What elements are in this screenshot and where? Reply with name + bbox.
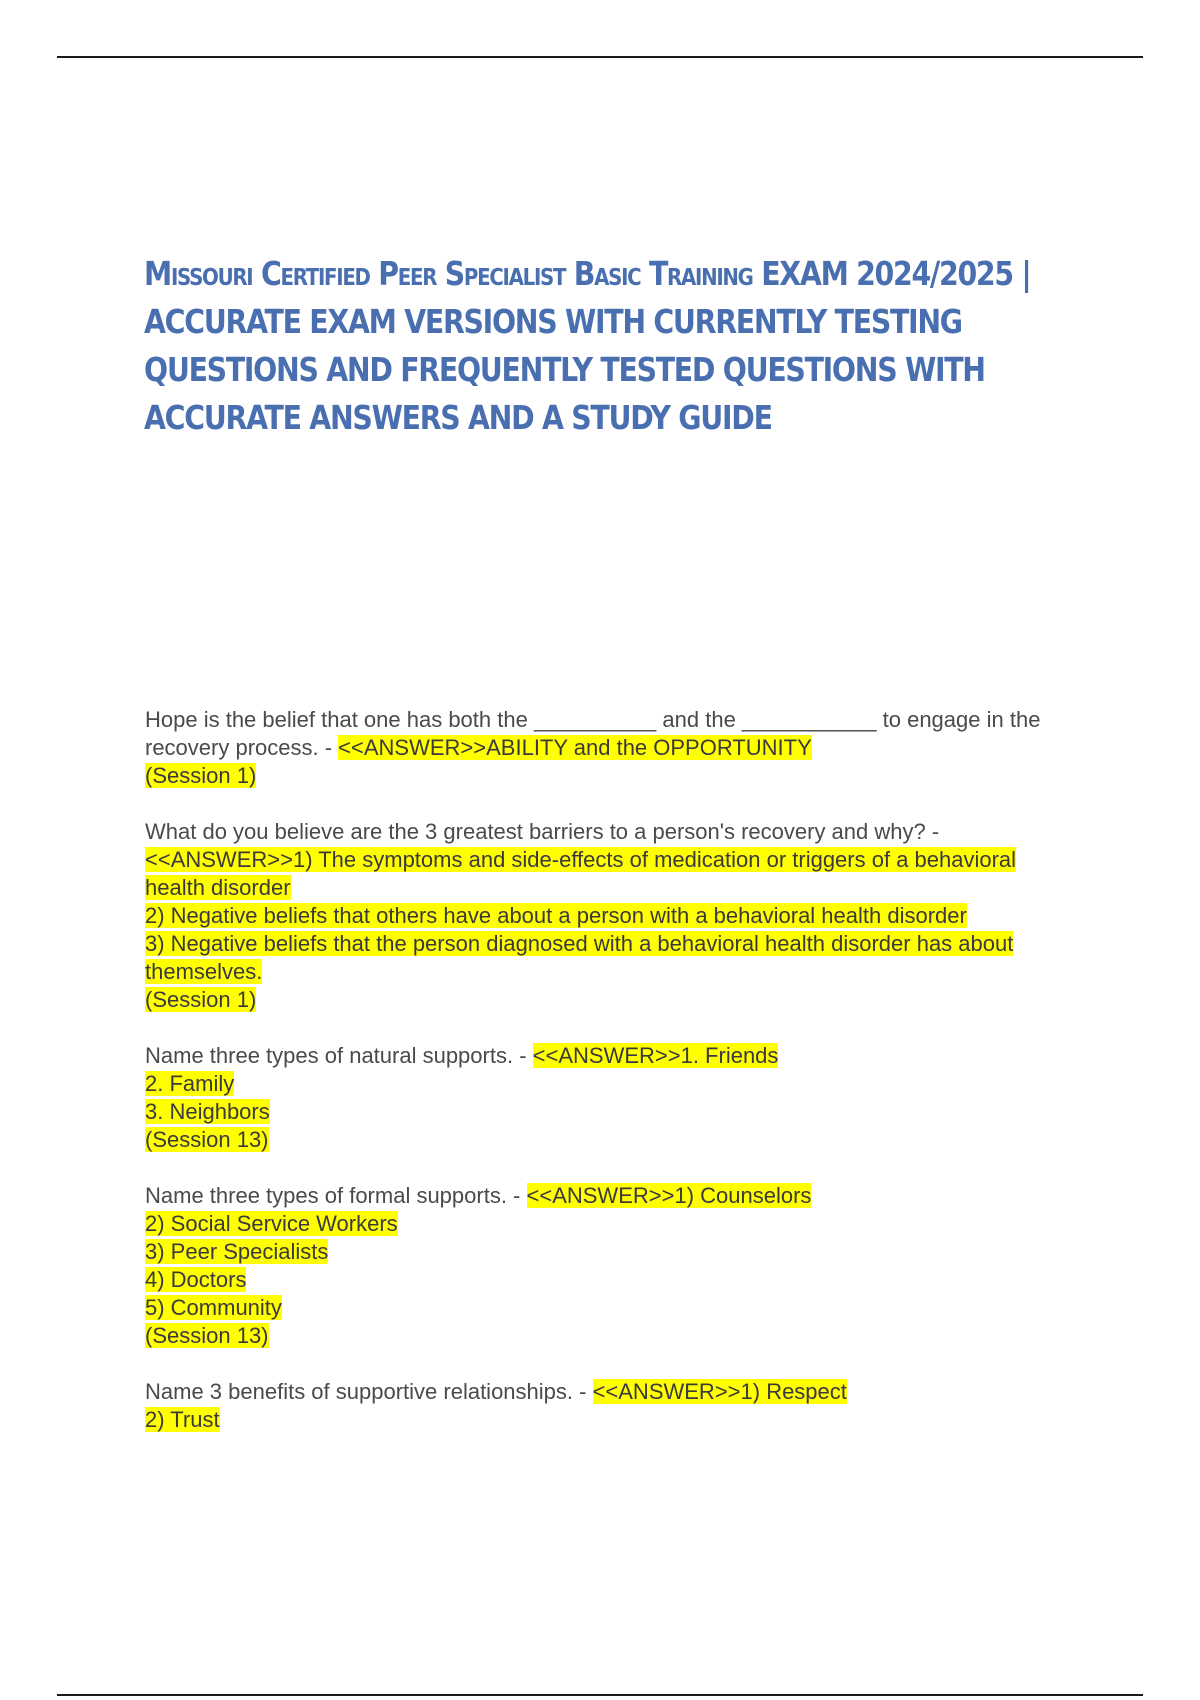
answer-line: (Session 1) xyxy=(145,987,257,1012)
bottom-rule xyxy=(57,1694,1143,1696)
answer-line: 3) Negative beliefs that the person diagnosed with a behavioral health disorder has about themselves. xyxy=(145,931,1014,984)
answer-line: 2) Social Service Workers xyxy=(145,1211,398,1236)
answer-line: <<ANSWER>>1. Friends xyxy=(532,1043,779,1068)
answer-line: <<ANSWER>>1) Respect xyxy=(592,1379,847,1404)
question-text: Name 3 benefits of supportive relationships. - xyxy=(145,1379,593,1404)
qa-item xyxy=(145,1378,1075,1434)
qa-item xyxy=(145,1182,1075,1350)
answer-line: <<ANSWER>>1) The symptoms and side-effects of medication or triggers of a behavioral health disorder xyxy=(145,847,1017,900)
question-text: Hope is the belief that one has both the __________ and the ___________ to engage in the recovery process. - xyxy=(145,707,1041,760)
answer-line: 3) Peer Specialists xyxy=(145,1239,329,1264)
answer-line: 2. Family xyxy=(145,1071,235,1096)
answer-line: (Session 13) xyxy=(145,1127,269,1152)
answer-line: <<ANSWER>>1) Counselors xyxy=(526,1183,812,1208)
title-rest: EXAM 2024/2025 | ACCURATE EXAM VERSIONS WITH CURRENTLY TESTING QUESTIONS AND FREQUENTLY TESTED QUESTIONS WITH ACCURATE ANSWERS AND A STUDY GUIDE xyxy=(144,254,1031,437)
answer-line: (Session 13) xyxy=(145,1323,269,1348)
answer-line: <<ANSWER>>ABILITY and the OPPORTUNITY xyxy=(338,735,812,760)
qa-list xyxy=(145,706,1075,1462)
title-smallcaps: Missouri Certified Peer Specialist Basic Training xyxy=(144,254,753,293)
question-text: Name three types of natural supports. - xyxy=(145,1043,533,1068)
answer-line: 4) Doctors xyxy=(145,1267,247,1292)
qa-item xyxy=(145,706,1075,790)
answer-line: 3. Neighbors xyxy=(145,1099,270,1124)
answer-line: 5) Community xyxy=(145,1295,282,1320)
document-title xyxy=(144,250,1104,442)
answer-line: (Session 1) xyxy=(145,763,257,788)
answer-line: 2) Trust xyxy=(145,1407,220,1432)
qa-item xyxy=(145,1042,1075,1154)
answer-line: 2) Negative beliefs that others have about a person with a behavioral health disorder xyxy=(145,903,967,928)
question-text: Name three types of formal supports. - xyxy=(145,1183,527,1208)
question-text: What do you believe are the 3 greatest barriers to a person's recovery and why? - xyxy=(145,819,940,844)
top-rule xyxy=(57,56,1143,58)
qa-item xyxy=(145,818,1075,1014)
